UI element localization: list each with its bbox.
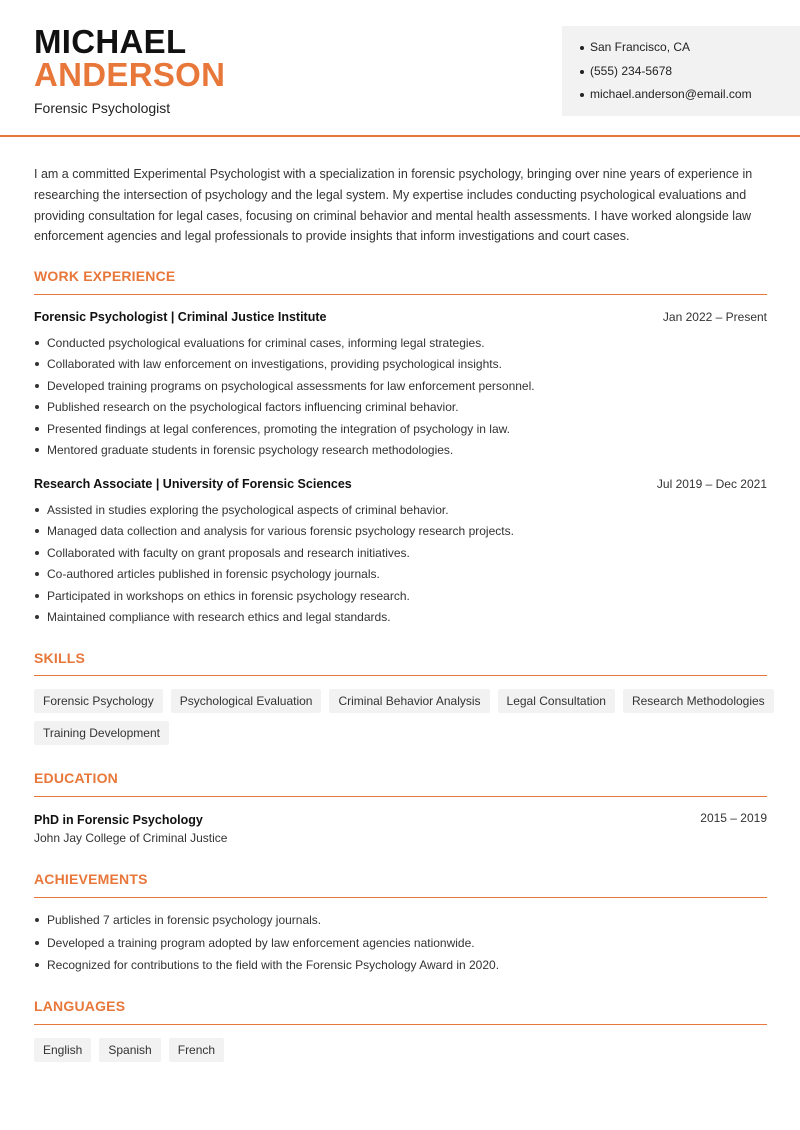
languages-list — [34, 1038, 774, 1062]
section-title-skills: SKILLS — [34, 650, 85, 666]
skill-chip: Research Methodologies — [623, 689, 774, 713]
job-header — [34, 477, 767, 491]
section-divider — [34, 1024, 767, 1025]
skill-chip: Training Development — [34, 721, 169, 745]
contact-location: San Francisco, CA — [580, 40, 800, 64]
list-item: Recognized for contributions to the field with the Forensic Psychology Award in 2020. — [34, 958, 767, 981]
list-item: Co-authored articles published in forensic psychology journals. — [34, 567, 767, 588]
section-title-work: WORK EXPERIENCE — [34, 268, 176, 284]
summary-paragraph: I am a committed Experimental Psychologist with a specialization in forensic psychology, bringing over nine years of experience in researching the intersection of psychology and the legal system. My expertise includes conducting psychological evaluations and providing consultation for legal cases, focusing on criminal behavior and mental health assessments. I have worked alongside law enforcement agencies and legal professionals to provide insights that inform investigations and court cases. — [34, 167, 753, 244]
resume-header — [0, 0, 800, 137]
first-name: MICHAEL — [34, 23, 187, 60]
job-role: Research Associate | University of Forensic Sciences — [34, 477, 352, 491]
section-title-achievements: ACHIEVEMENTS — [34, 871, 148, 887]
achievements-list — [34, 913, 767, 981]
skill-chip: Criminal Behavior Analysis — [329, 689, 489, 713]
education-header — [34, 811, 767, 829]
list-item: Maintained compliance with research ethics and legal standards. — [34, 610, 767, 631]
section-divider — [34, 675, 767, 676]
job-header — [34, 310, 767, 324]
job-bullets — [34, 336, 767, 464]
skill-chip: Legal Consultation — [498, 689, 615, 713]
language-chip: French — [169, 1038, 224, 1062]
contact-phone: (555) 234-5678 — [580, 64, 800, 88]
degree: PhD in Forensic Psychology — [34, 813, 203, 827]
list-item: Managed data collection and analysis for various forensic psychology research projects. — [34, 524, 767, 545]
section-divider — [34, 897, 767, 898]
contact-email[interactable]: michael.anderson@email.com — [580, 87, 800, 111]
school-name: John Jay College of Criminal Justice — [34, 831, 228, 845]
list-item: Presented findings at legal conferences, promoting the integration of psychology in law. — [34, 422, 767, 443]
list-item: Participated in workshops on ethics in forensic psychology research. — [34, 589, 767, 610]
list-item: Collaborated with faculty on grant proposals and research initiatives. — [34, 546, 767, 567]
section-divider — [34, 294, 767, 295]
list-item: Published research on the psychological factors influencing criminal behavior. — [34, 400, 767, 421]
list-item: Conducted psychological evaluations for criminal cases, informing legal strategies. — [34, 336, 767, 357]
list-item: Published 7 articles in forensic psychology journals. — [34, 913, 767, 936]
section-title-languages: LANGUAGES — [34, 998, 126, 1014]
job-title: Forensic Psychologist — [34, 100, 171, 116]
job-bullets — [34, 503, 767, 631]
list-item: Developed training programs on psychological assessments for law enforcement personnel. — [34, 379, 767, 400]
skills-list — [34, 689, 774, 745]
last-name: ANDERSON — [34, 56, 226, 93]
contact-box — [562, 26, 800, 116]
education-dates: 2015 – 2019 — [700, 811, 767, 825]
job-role: Forensic Psychologist | Criminal Justice Institute — [34, 310, 327, 324]
language-chip: Spanish — [99, 1038, 160, 1062]
list-item: Mentored graduate students in forensic psychology research methodologies. — [34, 443, 767, 464]
list-item: Developed a training program adopted by law enforcement agencies nationwide. — [34, 936, 767, 959]
job-dates: Jan 2022 – Present — [662, 310, 767, 324]
skill-chip: Forensic Psychology — [34, 689, 163, 713]
list-item: Assisted in studies exploring the psychological aspects of criminal behavior. — [34, 503, 767, 524]
section-title-education: EDUCATION — [34, 770, 118, 786]
list-item: Collaborated with law enforcement on investigations, providing psychological insights. — [34, 357, 767, 378]
section-divider — [34, 796, 767, 797]
job-dates: Jul 2019 – Dec 2021 — [656, 477, 767, 491]
skill-chip: Psychological Evaluation — [171, 689, 322, 713]
language-chip: English — [34, 1038, 91, 1062]
